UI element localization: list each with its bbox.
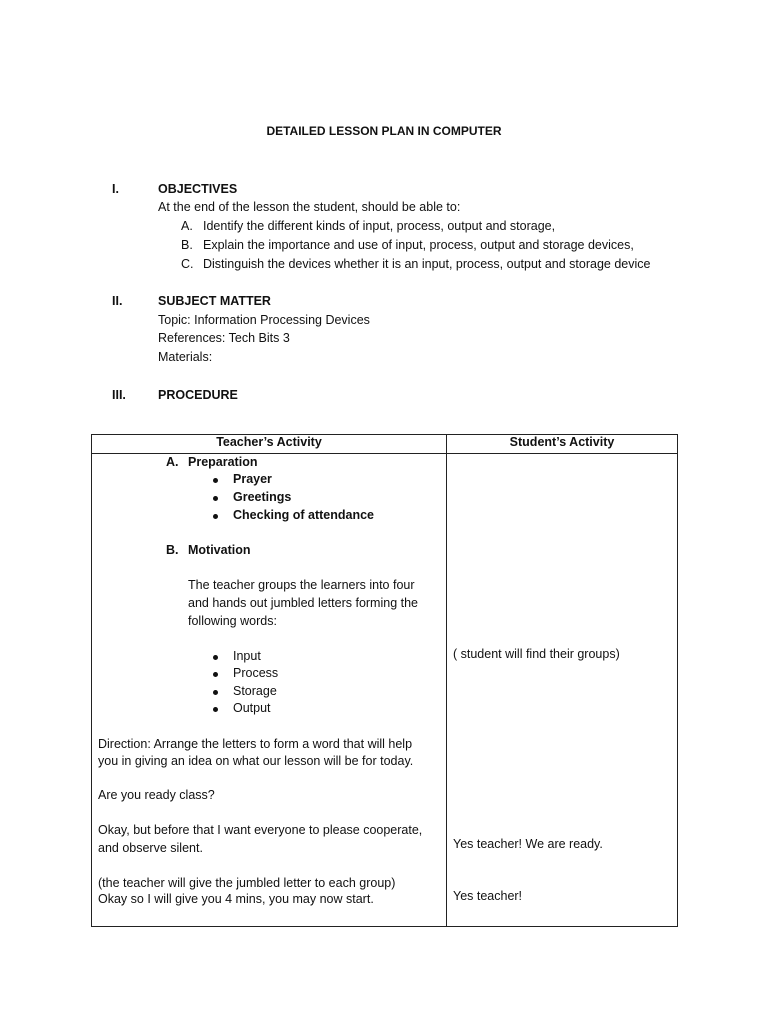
section-heading-objectives: OBJECTIVES bbox=[158, 182, 238, 196]
preparation-letter: A. bbox=[166, 455, 179, 469]
topic-value: Information Processing Devices bbox=[190, 313, 370, 327]
bullet-icon bbox=[213, 478, 218, 483]
topic-line bbox=[158, 313, 370, 327]
procedure-table bbox=[91, 434, 678, 927]
objective-text: Explain the importance and use of input, process, output and storage devices, bbox=[203, 238, 634, 252]
bullet-icon bbox=[213, 707, 218, 712]
bullet-icon bbox=[213, 655, 218, 660]
ready-question: Are you ready class? bbox=[98, 788, 215, 802]
motivation-text: The teacher groups the learners into four bbox=[188, 578, 415, 592]
section-number-subject-matter: II. bbox=[112, 294, 123, 308]
topic-label: Topic: bbox=[158, 313, 191, 327]
direction-text: Direction: Arrange the letters to form a word that will help bbox=[98, 737, 413, 751]
motivation-letter: B. bbox=[166, 543, 179, 557]
objective-text: Distinguish the devices whether it is an input, process, output and storage device bbox=[203, 257, 651, 271]
motivation-text: following words: bbox=[188, 614, 277, 628]
student-response: Yes teacher! bbox=[453, 889, 523, 903]
student-response: ( student will find their groups) bbox=[453, 647, 620, 661]
preparation-item: Greetings bbox=[233, 490, 292, 504]
teacher-activity-cell bbox=[92, 454, 447, 927]
objective-letter: C. bbox=[181, 257, 194, 271]
instruction-text: (the teacher will give the jumbled letter to each group) bbox=[98, 876, 396, 890]
motivation-text: and hands out jumbled letters forming the bbox=[188, 596, 418, 610]
instruction-text: Okay so I will give you 4 mins, you may now start. bbox=[98, 892, 374, 906]
page-title: DETAILED LESSON PLAN IN COMPUTER bbox=[266, 124, 502, 138]
objectives-intro: At the end of the lesson the student, should be able to: bbox=[158, 200, 461, 214]
references-line: References: Tech Bits 3 bbox=[158, 331, 290, 345]
objective-text: Identify the different kinds of input, process, output and storage, bbox=[203, 219, 556, 233]
section-number-procedure: III. bbox=[112, 388, 126, 402]
preparation-heading: Preparation bbox=[188, 455, 258, 469]
preparation-item: Prayer bbox=[233, 472, 272, 486]
student-response: Yes teacher! We are ready. bbox=[453, 837, 603, 851]
motivation-heading: Motivation bbox=[188, 543, 251, 557]
objective-letter: A. bbox=[181, 219, 193, 233]
materials-line: Materials: bbox=[158, 350, 213, 364]
word-item: Input bbox=[233, 649, 261, 663]
column-header-student: Student’s Activity bbox=[447, 435, 678, 454]
word-item: Storage bbox=[233, 684, 277, 698]
bullet-icon bbox=[213, 514, 218, 519]
word-item: Output bbox=[233, 701, 271, 715]
okay-text: and observe silent. bbox=[98, 841, 203, 855]
direction-text: you in giving an idea on what our lesson will be for today. bbox=[98, 754, 414, 768]
section-heading-procedure: PROCEDURE bbox=[158, 388, 238, 402]
section-number-objectives: I. bbox=[112, 182, 119, 196]
bullet-icon bbox=[213, 672, 218, 677]
column-header-teacher: Teacher’s Activity bbox=[92, 435, 447, 454]
bullet-icon bbox=[213, 690, 218, 695]
bullet-icon bbox=[213, 496, 218, 501]
section-heading-subject-matter: SUBJECT MATTER bbox=[158, 294, 271, 308]
word-item: Process bbox=[233, 666, 279, 680]
objective-letter: B. bbox=[181, 238, 193, 252]
preparation-item: Checking of attendance bbox=[233, 508, 374, 522]
student-activity-cell bbox=[447, 454, 678, 927]
okay-text: Okay, but before that I want everyone to please cooperate, bbox=[98, 823, 423, 837]
